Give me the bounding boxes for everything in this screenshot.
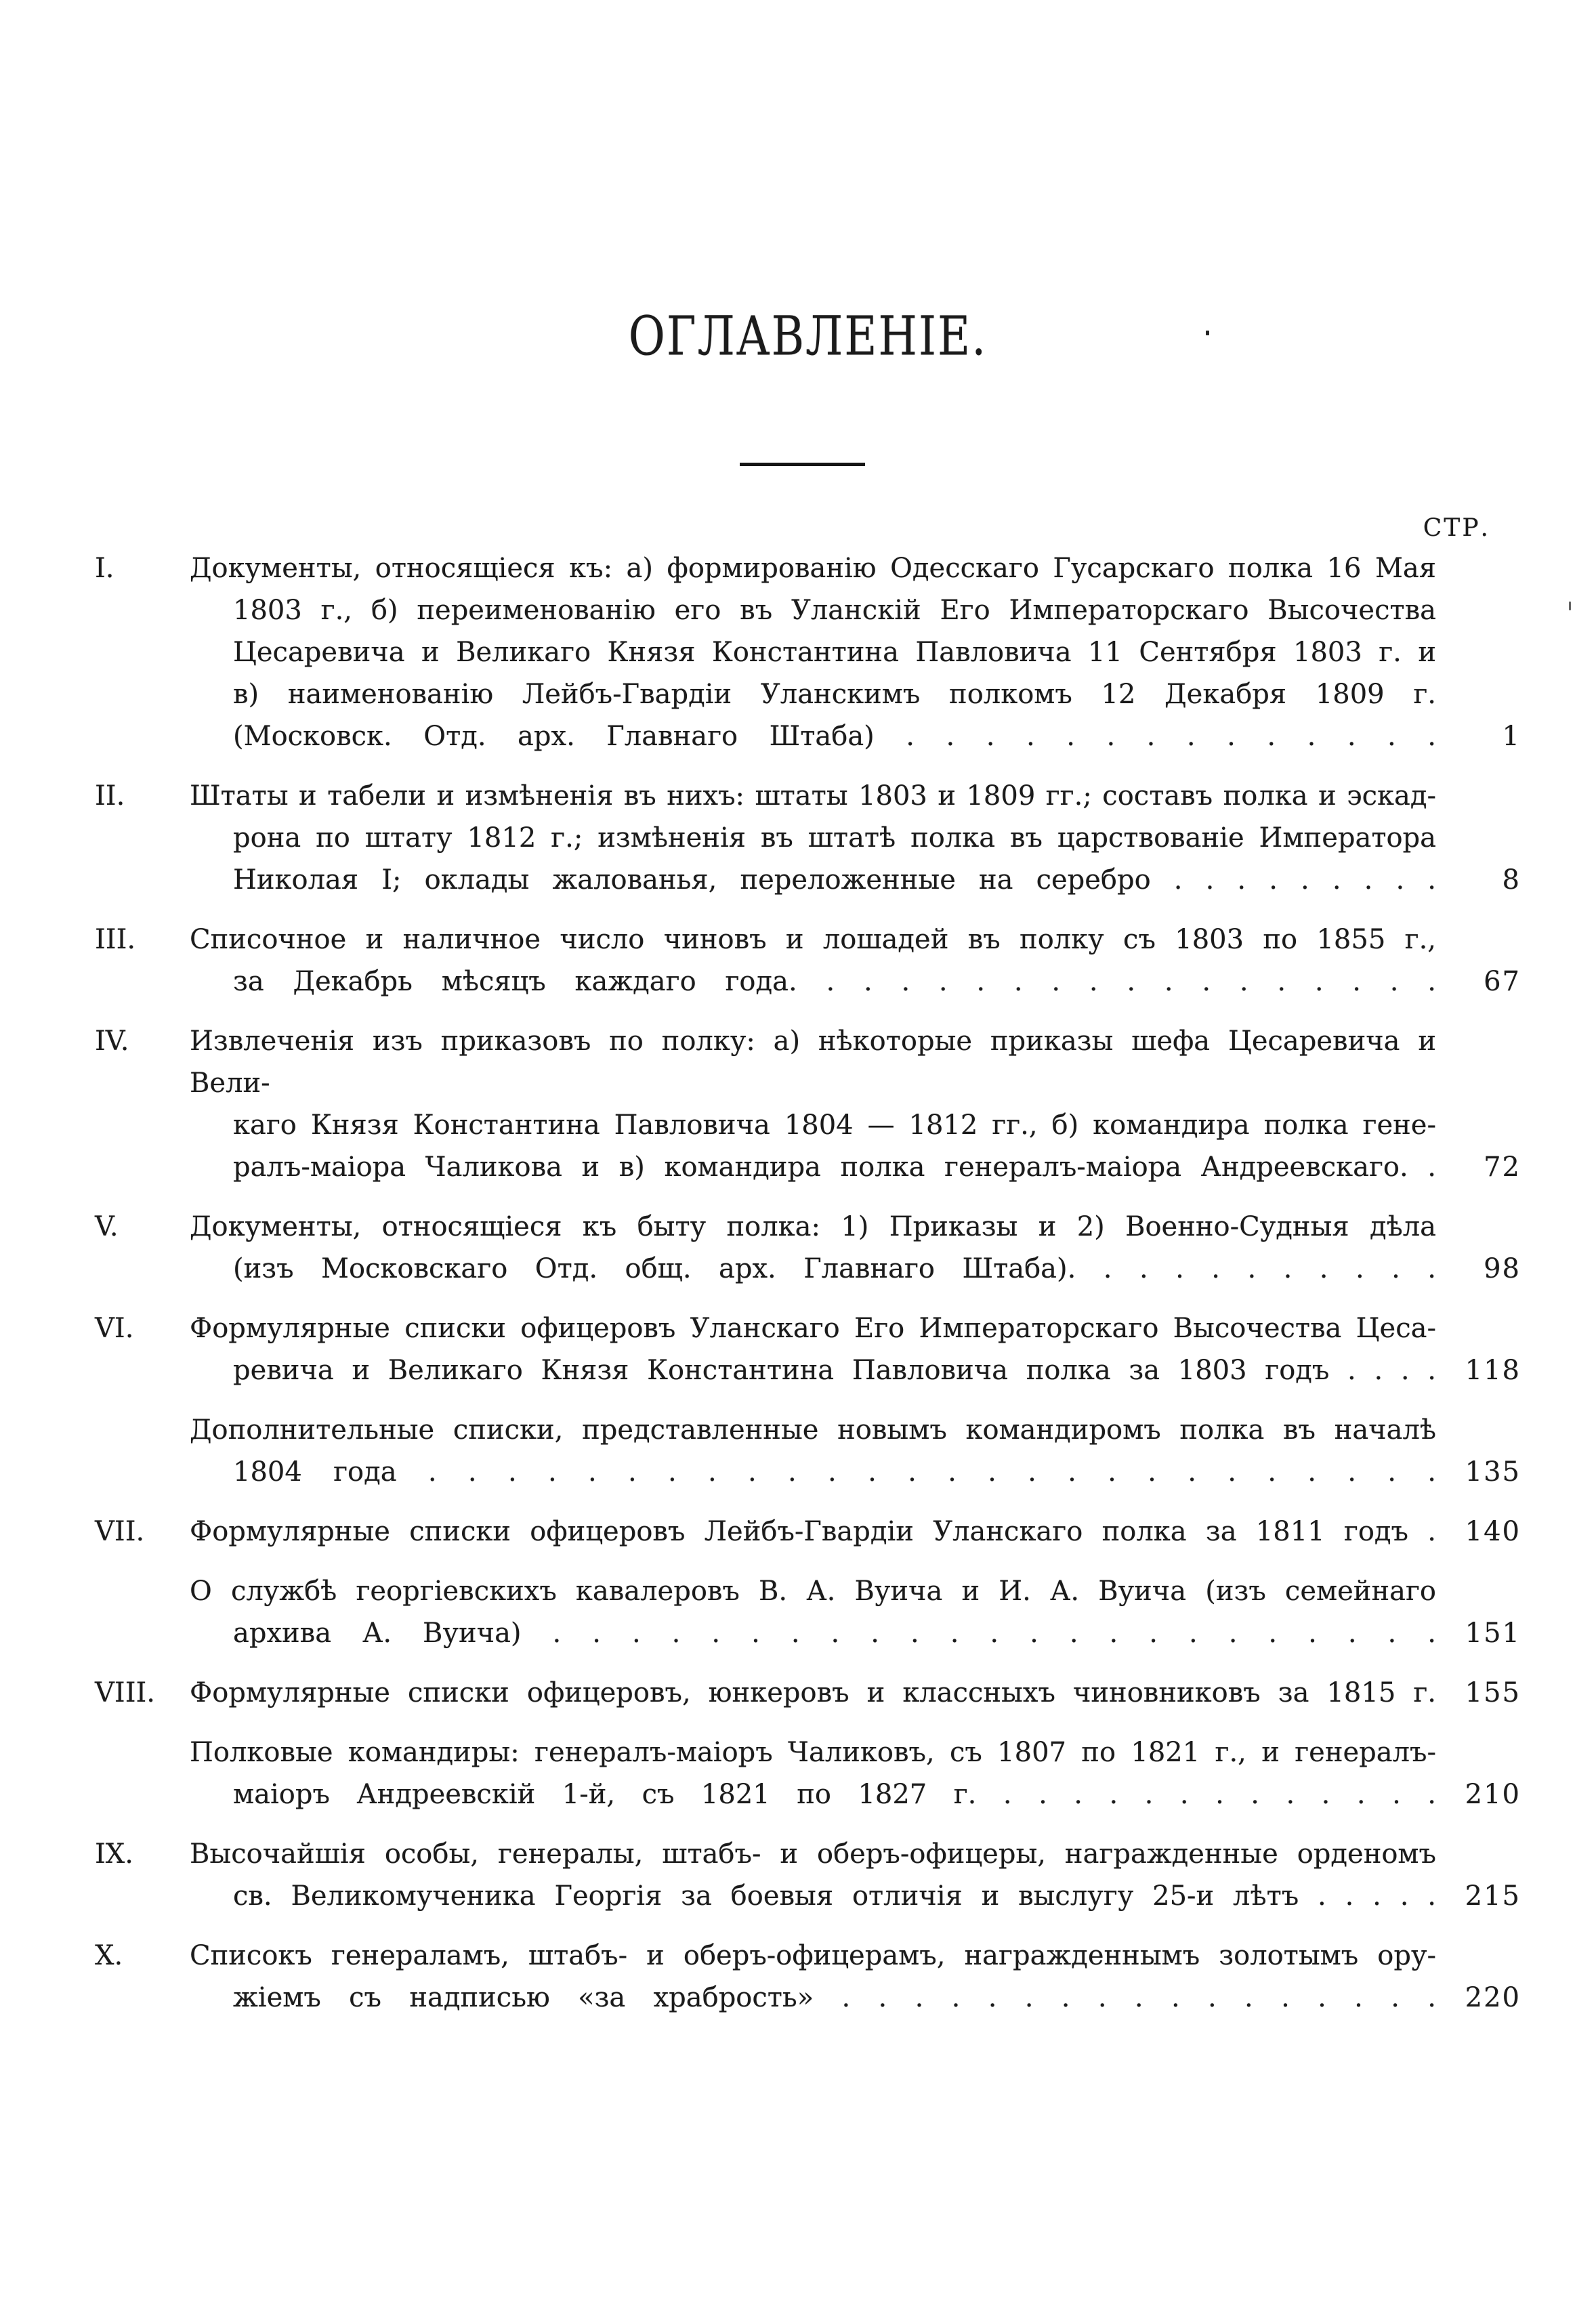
entry-page-number: 8 <box>1502 864 1521 896</box>
entry-page-number: 72 <box>1484 1152 1521 1183</box>
entry-line: Полковые командиры: генералъ-маіоръ Чаликовъ, съ 1807 по 1821 г., и генералъ- <box>190 1737 1436 1768</box>
page-content <box>0 305 1596 2019</box>
entry-line: за Декабрь мѣсяцъ каждаго года. . . . . . . . . . . . . . . . . . <box>233 966 1436 997</box>
entry-line: ралъ-маіора Чаликова и в) командира полка генералъ-маіора Андреевскаго. . <box>233 1152 1436 1183</box>
entry-numeral: VII. <box>95 1516 145 1547</box>
entry-line: рона по штату 1812 г.; измѣненія въ штатѣ полка въ царствованіе Императора <box>233 822 1436 854</box>
entry-page-number: 215 <box>1465 1880 1521 1912</box>
entry-numeral <box>95 1570 190 1654</box>
toc-entry <box>95 919 1521 1003</box>
entry-numeral <box>95 1731 190 1815</box>
entry-text <box>190 547 1436 757</box>
entry-text <box>190 1935 1436 2019</box>
entry-line: Извлеченія изъ приказовъ по полку: а) нѣкоторые приказы шефа Цесаревича и Вели- <box>190 1026 1436 1099</box>
toc-entry <box>95 1935 1521 2019</box>
entry-line: св. Великомученика Георгія за боевыя отличія и выслугу 25-и лѣтъ . . . . . <box>233 1880 1436 1912</box>
entry-line: 1804 года . . . . . . . . . . . . . . . . . . . . . . . . . . <box>233 1456 1436 1488</box>
entry-line: Цесаревича и Великаго Князя Константина Павловича 11 Сентября 1803 г. и <box>233 637 1436 668</box>
entry-line: (Московск. Отд. арх. Главнаго Штаба) . . . . . . . . . . . . . . <box>233 721 1436 752</box>
entry-page-number: 67 <box>1484 966 1521 997</box>
toc-entry <box>95 1672 1521 1714</box>
entry-page-number: 210 <box>1465 1779 1521 1810</box>
entry-numeral: II. <box>95 780 125 812</box>
page-number-column-header: СТР. <box>1423 514 1490 542</box>
entry-page-number: 118 <box>1465 1355 1521 1386</box>
entry-line: Документы, относящіеся къ: а) формированію Одесскаго Гусарскаго полка 16 Мая <box>190 553 1436 584</box>
toc-entry <box>95 775 1521 901</box>
entry-line: каго Князя Константина Павловича 1804 — 1812 гг., б) командира полка гене- <box>233 1110 1436 1141</box>
toc-list <box>95 547 1521 2019</box>
entry-line: ревича и Великаго Князя Константина Павловича полка за 1803 годъ . . . . <box>233 1355 1436 1386</box>
entry-numeral: III. <box>95 924 136 955</box>
entry-page-number: 151 <box>1465 1618 1521 1649</box>
entry-text <box>190 1409 1436 1493</box>
entry-line: Дополнительные списки, представленные новымъ командиромъ полка въ началѣ <box>190 1414 1436 1446</box>
toc-entry <box>95 1833 1521 1917</box>
entry-line: Документы, относящіеся къ быту полка: 1) Приказы и 2) Военно-Судныя дѣла <box>190 1211 1436 1242</box>
entry-page-number: 155 <box>1465 1677 1521 1708</box>
entry-line: 1803 г., б) переименованію его въ Уланскій Его Императорскаго Высочества <box>233 595 1436 626</box>
entry-line: Формулярные списки офицеровъ Лейбъ-Гвардіи Уланскаго полка за 1811 годъ . <box>190 1516 1436 1547</box>
entry-text <box>190 1570 1436 1654</box>
page-title: ОГЛАВЛЕНІЕ. <box>628 305 988 368</box>
entry-text <box>190 919 1436 1003</box>
toc-entry <box>95 547 1521 757</box>
entry-text <box>190 775 1436 901</box>
entry-text <box>190 1511 1436 1553</box>
entry-text <box>190 1833 1436 1917</box>
entry-line: Формулярные списки офицеровъ, юнкеровъ и классныхъ чиновниковъ за 1815 г. <box>190 1677 1436 1708</box>
entry-numeral <box>95 1409 190 1493</box>
entry-text <box>190 1020 1436 1188</box>
entry-line: (изъ Московскаго Отд. общ. арх. Главнаго Штаба). . . . . . . . . . . <box>233 1253 1436 1284</box>
entry-page-number: 135 <box>1465 1456 1521 1488</box>
entry-line: Штаты и табели и измѣненія въ нихъ: штаты 1803 и 1809 гг.; составъ полка и эскад- <box>190 780 1436 812</box>
entry-text <box>190 1206 1436 1290</box>
entry-numeral: I. <box>95 553 114 584</box>
toc-entry <box>95 1731 1521 1815</box>
entry-page-number: 140 <box>1465 1516 1521 1547</box>
entry-text <box>190 1731 1436 1815</box>
entry-line: архива А. Вуича) . . . . . . . . . . . . . . . . . . . . . . . <box>233 1618 1436 1649</box>
entry-numeral: VI. <box>95 1313 134 1344</box>
entry-line: Николая I; оклады жалованья, переложенные на серебро . . . . . . . . . <box>233 864 1436 896</box>
entry-page-number: 1 <box>1502 721 1521 752</box>
toc-entry <box>95 1307 1521 1391</box>
entry-text <box>190 1672 1436 1714</box>
entry-numeral: V. <box>95 1211 119 1242</box>
toc-entry <box>95 1206 1521 1290</box>
entry-text <box>190 1307 1436 1391</box>
entry-line: О службѣ георгіевскихъ кавалеровъ В. А. Вуича и И. А. Вуича (изъ семейнаго <box>190 1576 1436 1607</box>
entry-line: маіоръ Андреевскій 1-й, съ 1821 по 1827 г. . . . . . . . . . . . . . <box>233 1779 1436 1810</box>
entry-line: Списочное и наличное число чиновъ и лошадей въ полку съ 1803 по 1855 г., <box>190 924 1436 955</box>
entry-numeral: VIII. <box>95 1677 156 1708</box>
entry-numeral: X. <box>95 1940 123 1971</box>
toc-entry <box>95 1570 1521 1654</box>
entry-page-number: 220 <box>1465 1982 1521 2013</box>
entry-line: в) наименованію Лейбъ-Гвардіи Уланскимъ полкомъ 12 Декабря 1809 г. <box>233 679 1436 710</box>
entry-line: жіемъ съ надписью «за храбрость» . . . . . . . . . . . . . . . . . <box>233 1982 1436 2013</box>
entry-line: Формулярные списки офицеровъ Уланскаго Его Императорскаго Высочества Цеса- <box>190 1313 1436 1344</box>
title-divider <box>740 463 865 466</box>
entry-numeral: IV. <box>95 1026 129 1057</box>
toc-entry <box>95 1020 1521 1188</box>
entry-line: Высочайшія особы, генералы, штабъ- и оберъ-офицеры, награжденные орденомъ <box>190 1838 1436 1870</box>
toc-entry <box>95 1511 1521 1553</box>
entry-page-number: 98 <box>1484 1253 1521 1284</box>
entry-numeral: IX. <box>95 1838 133 1870</box>
entry-line: Списокъ генераламъ, штабъ- и оберъ-офицерамъ, награжденнымъ золотымъ ору- <box>190 1940 1436 1971</box>
toc-entry <box>95 1409 1521 1493</box>
